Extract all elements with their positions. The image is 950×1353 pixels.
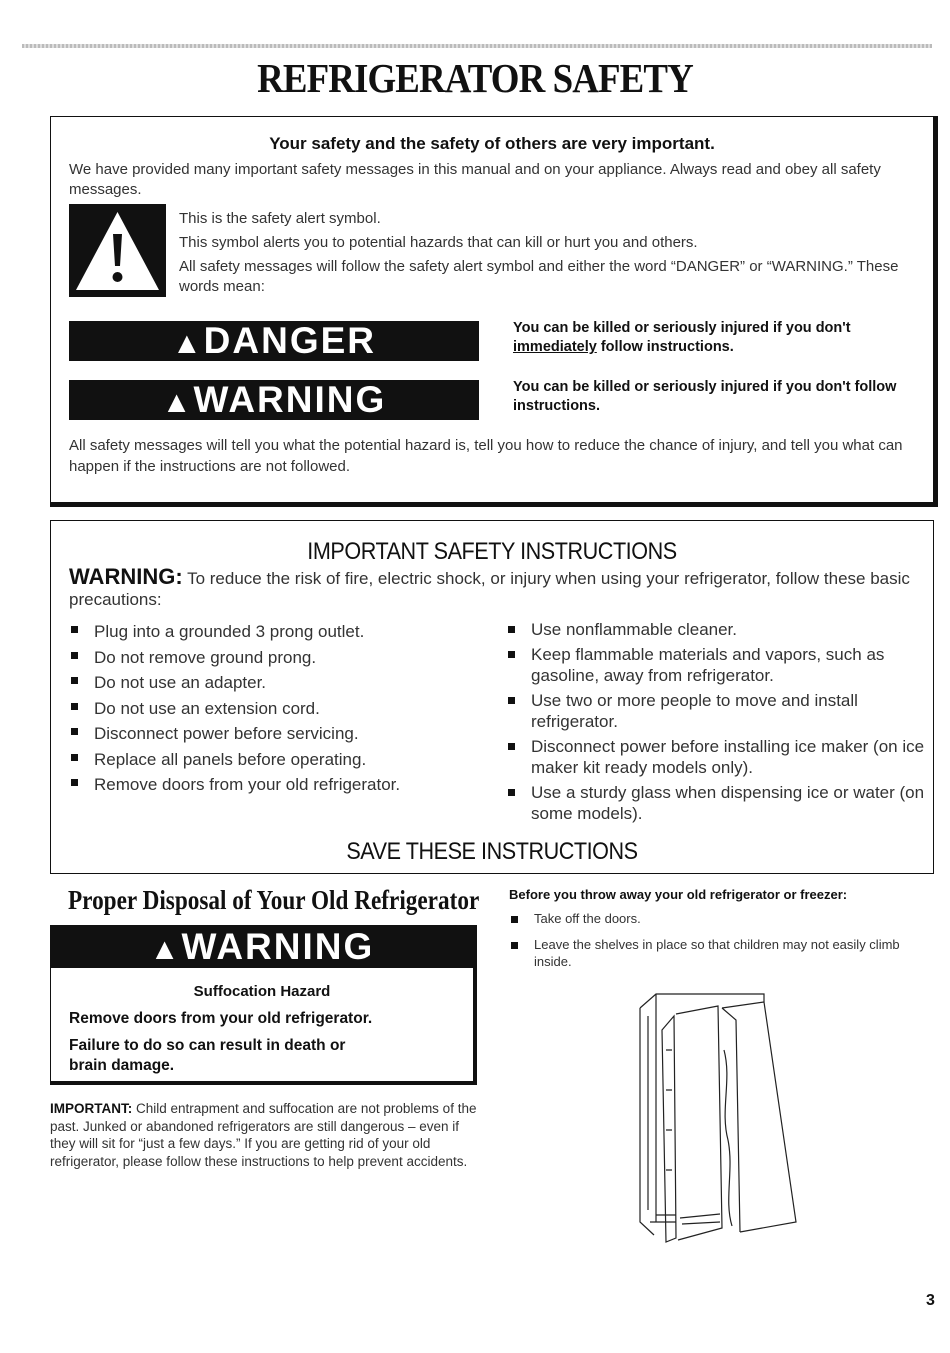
important-note: IMPORTANT: Child entrapment and suffocation are not problems of the past. Junked or abandoned refrigerators are still dangerous – even if they will sit for “just a few days.” If you are getting rid of your old refrigerator, please follow these instructions to help prevent accidents.	[50, 1101, 477, 1169]
header-rule	[22, 44, 932, 48]
hazard-consequence: Failure to do so can result in death or brain damage.	[69, 1037, 346, 1074]
suffocation-warning-box	[50, 925, 477, 1085]
alert-triangle-icon: ▲	[149, 933, 180, 966]
important-instructions-box	[50, 520, 934, 874]
list-item: Leave the shelves in place so that children may not easily climb inside.	[509, 936, 919, 970]
safety-alert-icon	[69, 204, 166, 297]
page-number: 3	[926, 1292, 935, 1309]
warning-signal-word: ▲WARNING	[51, 926, 473, 968]
alert-line: All safety messages will follow the safety alert symbol and either the word “DANGER” or “WARNING.” These words mean:	[179, 258, 899, 295]
safety-intro-box	[50, 116, 938, 507]
danger-description: You can be killed or seriously injured if you don't immediately follow instructions.	[513, 320, 851, 355]
danger-signal-word: ▲DANGER	[69, 321, 479, 361]
save-instructions-heading: SAVE THESE INSTRUCTIONS	[346, 838, 638, 865]
precautions-list-right	[506, 619, 926, 828]
alert-triangle-icon: ▲	[161, 386, 192, 419]
before-disposal-heading: Before you throw away your old refrigerator or freezer:	[509, 887, 848, 902]
list-item: Use nonflammable cleaner.	[506, 619, 926, 640]
list-item: Disconnect power before servicing.	[69, 721, 489, 747]
list-item: Do not use an extension cord.	[69, 696, 489, 722]
before-disposal-list	[509, 910, 919, 979]
alert-line: This is the safety alert symbol.	[179, 210, 381, 227]
page-title: REFRIGERATOR SAFETY	[257, 55, 693, 101]
list-item: Do not remove ground prong.	[69, 645, 489, 671]
warning-description: You can be killed or seriously injured if you don't follow instructions.	[513, 379, 897, 414]
disposal-title: Proper Disposal of Your Old Refrigerator	[68, 885, 480, 915]
list-item: Keep flammable materials and vapors, such as gasoline, away from refrigerator.	[506, 644, 926, 686]
list-item: Use a sturdy glass when dispensing ice or water (on some models).	[506, 782, 926, 824]
hazard-instruction: Remove doors from your old refrigerator.	[69, 1010, 373, 1027]
list-item: Remove doors from your old refrigerator.	[69, 772, 489, 798]
list-item: Do not use an adapter.	[69, 670, 489, 696]
list-item: Use two or more people to move and install refrigerator.	[506, 690, 926, 732]
safety-intro-text: We have provided many important safety messages in this manual and on your appliance. Always read and obey all safety messages.	[69, 161, 881, 198]
alert-triangle-icon: ▲	[171, 327, 202, 360]
list-item: Plug into a grounded 3 prong outlet.	[69, 619, 489, 645]
safety-footer-text: All safety messages will tell you what the potential hazard is, tell you how to reduce the chance of injury, and tell you what can happen if the instructions are not followed.	[69, 437, 903, 475]
safety-heading: Your safety and the safety of others are very important.	[269, 134, 715, 153]
instructions-warning: WARNING: To reduce the risk of fire, electric shock, or injury when using your refrigerator, follow these basic precautions:	[69, 564, 910, 609]
list-item: Take off the doors.	[509, 910, 919, 927]
list-item: Disconnect power before installing ice maker (on ice maker kit ready models only).	[506, 736, 926, 778]
warning-signal-word: ▲WARNING	[69, 380, 479, 420]
refrigerator-illustration	[636, 990, 806, 1245]
hazard-type: Suffocation Hazard	[193, 983, 331, 1000]
alert-explanation	[179, 207, 899, 297]
instructions-heading: IMPORTANT SAFETY INSTRUCTIONS	[307, 538, 677, 565]
alert-line: This symbol alerts you to potential hazards that can kill or hurt you and others.	[179, 234, 698, 251]
precautions-list-left	[69, 619, 489, 798]
list-item: Replace all panels before operating.	[69, 747, 489, 773]
